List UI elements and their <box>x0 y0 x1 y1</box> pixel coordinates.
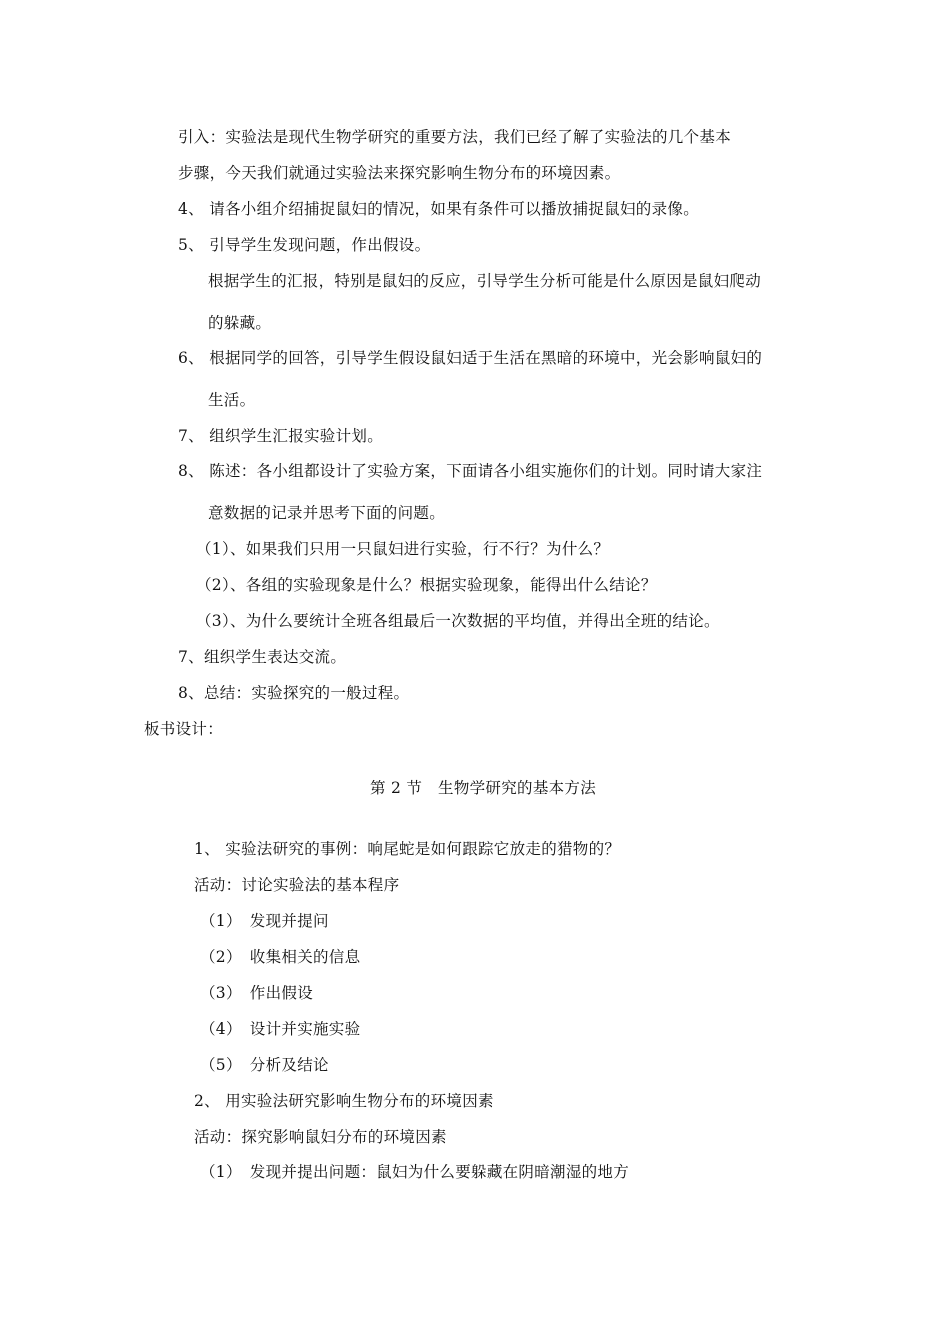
step-7: 7、 组织学生汇报实验计划。 <box>178 427 383 445</box>
board-item-1: 1、 实验法研究的事例：响尾蛇是如何跟踪它放走的猎物的？ <box>194 840 621 858</box>
board-procedure-5: （5） 分析及结论 <box>200 1056 329 1074</box>
question-2: （2）、各组的实验现象是什么？根据实验现象，能得出什么结论？ <box>196 576 657 594</box>
step-4: 4、 请各小组介绍捕捉鼠妇的情况，如果有条件可以播放捕捉鼠妇的录像。 <box>178 200 699 218</box>
question-1: （1）、如果我们只用一只鼠妇进行实验，行不行？为什么？ <box>196 540 610 558</box>
step-8b: 8、总结：实验探究的一般过程。 <box>178 684 410 702</box>
board-item-2: 2、 用实验法研究影响生物分布的环境因素 <box>194 1092 494 1110</box>
intro-line-1: 引入：实验法是现代生物学研究的重要方法，我们已经了解了实验法的几个基本 <box>178 128 732 146</box>
question-3: （3）、为什么要统计全班各组最后一次数据的平均值，并得出全班的结论。 <box>196 612 720 630</box>
board-procedure-2: （2） 收集相关的信息 <box>200 948 361 966</box>
step-5-detail-2: 的躲藏。 <box>208 314 272 332</box>
board-procedure-6: （1） 发现并提出问题：鼠妇为什么要躲藏在阴暗潮湿的地方 <box>200 1163 630 1181</box>
step-5-detail-1: 根据学生的汇报，特别是鼠妇的反应，引导学生分析可能是什么原因是鼠妇爬动 <box>208 272 762 290</box>
intro-line-2: 步骤，今天我们就通过实验法来探究影响生物分布的环境因素。 <box>178 164 621 182</box>
board-design-heading: 板书设计： <box>144 720 224 738</box>
board-procedure-3: （3） 作出假设 <box>200 984 314 1002</box>
step-8-line-1: 8、 陈述：各小组都设计了实验方案，下面请各小组实施你们的计划。同时请大家注 <box>178 462 763 480</box>
board-procedure-1: （1） 发现并提问 <box>200 912 329 930</box>
board-procedure-4: （4） 设计并实施实验 <box>200 1020 361 1038</box>
step-8-line-2: 意数据的记录并思考下面的问题。 <box>208 504 446 522</box>
step-6-line-1: 6、 根据同学的回答，引导学生假设鼠妇适于生活在黑暗的环境中，光会影响鼠妇的 <box>178 349 763 367</box>
board-title: 第 2 节 生物学研究的基本方法 <box>370 779 597 797</box>
board-activity-1: 活动：讨论实验法的基本程序 <box>194 876 400 894</box>
step-7b: 7、组织学生表达交流。 <box>178 648 347 666</box>
step-5: 5、 引导学生发现问题，作出假设。 <box>178 236 431 254</box>
board-activity-2: 活动：探究影响鼠妇分布的环境因素 <box>194 1128 447 1146</box>
step-6-line-2: 生活。 <box>208 391 256 409</box>
